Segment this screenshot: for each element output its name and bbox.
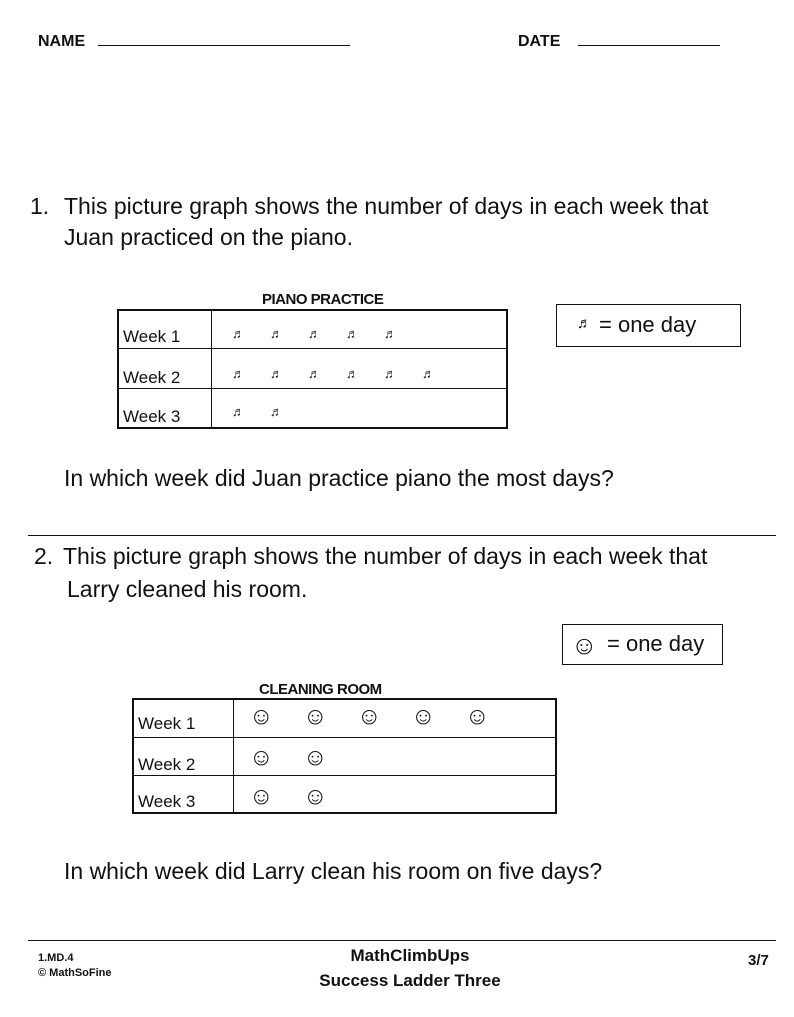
- q2-picture-graph: [132, 698, 557, 814]
- q1-text-line1: This picture graph shows the number of days in each week that: [64, 193, 709, 219]
- footer-title-line1: MathClimbUps: [350, 946, 470, 965]
- q2-key-box: [562, 624, 723, 665]
- smiley-icon: ☺: [249, 783, 274, 810]
- date-line[interactable]: [578, 45, 720, 46]
- q1-row-label: Week 2: [123, 368, 181, 387]
- q2-question: In which week did Larry clean his room on five days?: [64, 858, 603, 884]
- date-label: DATE: [518, 33, 561, 50]
- q1-row-label: Week 1: [123, 327, 181, 346]
- smiley-icon: ☺: [249, 744, 274, 771]
- music-note-icon: ♬: [308, 366, 321, 381]
- q2-row-label: Week 3: [138, 792, 196, 811]
- footer-title: [200, 943, 620, 993]
- music-note-icon: ♬: [270, 366, 283, 381]
- q2-row-label: Week 1: [138, 714, 196, 733]
- name-line[interactable]: [98, 45, 350, 46]
- q2-row-week2: [134, 737, 555, 776]
- q1-key-box: [556, 304, 741, 347]
- q1-number: 1.: [30, 193, 50, 219]
- name-label: NAME: [38, 33, 86, 50]
- smiley-icon: ☺: [303, 783, 328, 810]
- music-note-icon: ♬: [384, 326, 397, 341]
- music-note-icon: ♬: [577, 315, 592, 332]
- music-note-icon: ♬: [308, 326, 321, 341]
- q2-graph-title: CLEANING ROOM: [259, 681, 382, 698]
- q2-number: 2.: [34, 543, 54, 569]
- music-note-icon: ♬: [232, 366, 245, 381]
- footer-copyright: © MathSoFine: [38, 967, 112, 979]
- smiley-icon: ☺: [357, 703, 382, 730]
- q2-key-text: = one day: [607, 631, 705, 656]
- music-note-icon: ♬: [346, 366, 359, 381]
- smiley-icon: ☺: [303, 703, 328, 730]
- q1-key-text: = one day: [599, 312, 697, 337]
- q1-text-line2: Juan practiced on the piano.: [64, 224, 353, 250]
- music-note-icon: ♬: [422, 366, 435, 381]
- q2-row-week3: [134, 775, 555, 812]
- music-note-icon: ♬: [270, 404, 283, 419]
- q1-graph-title: PIANO PRACTICE: [262, 291, 384, 308]
- smiley-icon: ☺: [571, 630, 598, 660]
- q2-row-week1: [134, 700, 555, 738]
- footer-standard: 1.MD.4: [38, 952, 74, 964]
- smiley-icon: ☺: [303, 744, 328, 771]
- q1-row-label: Week 3: [123, 407, 181, 426]
- smiley-icon: ☺: [465, 703, 490, 730]
- music-note-icon: ♬: [270, 326, 283, 341]
- footer-divider: [28, 940, 776, 941]
- music-note-icon: ♬: [346, 326, 359, 341]
- q2-row-label: Week 2: [138, 755, 196, 774]
- footer-title-line2: Success Ladder Three: [319, 971, 501, 990]
- q2-text-line2: Larry cleaned his room.: [67, 576, 308, 602]
- section-divider: [28, 535, 776, 536]
- smiley-icon: ☺: [411, 703, 436, 730]
- q1-row-week3: [119, 388, 506, 427]
- music-note-icon: ♬: [232, 326, 245, 341]
- smiley-icon: ☺: [249, 703, 274, 730]
- music-note-icon: ♬: [384, 366, 397, 381]
- footer-page: 3/7: [748, 952, 769, 969]
- music-note-icon: ♬: [232, 404, 245, 419]
- q2-text-line1: This picture graph shows the number of days in each week that: [63, 543, 708, 569]
- q1-question: In which week did Juan practice piano the most days?: [64, 465, 614, 491]
